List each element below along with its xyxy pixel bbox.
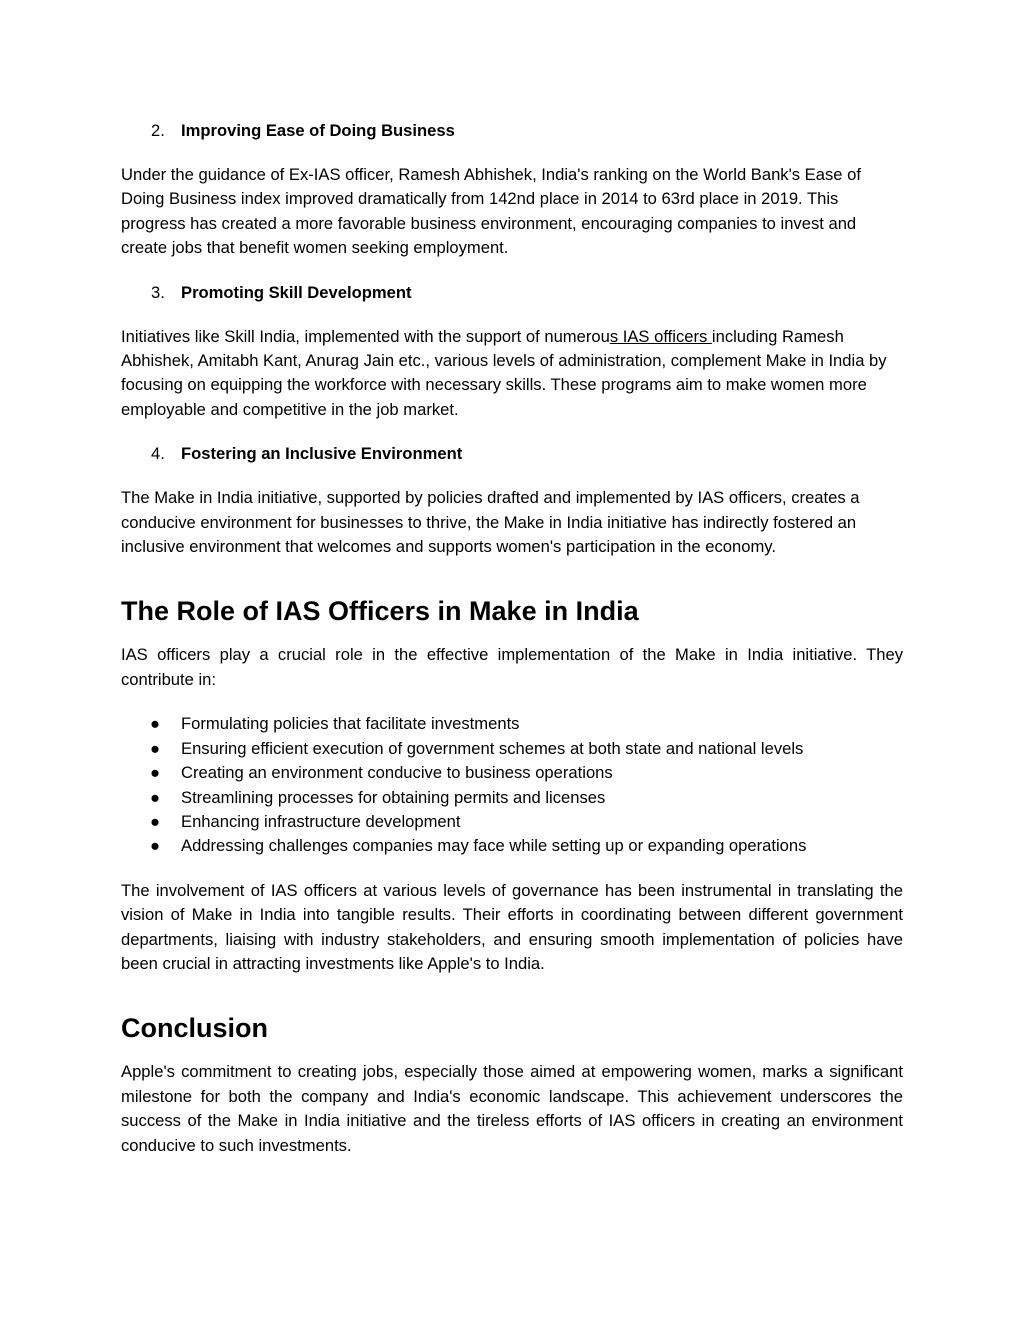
heading-conclusion: Conclusion (121, 1013, 268, 1044)
paragraph-text: Initiatives like Skill India, implemented with the support of numerou (121, 326, 610, 346)
paragraph-text: including Ramesh Abhishek, Amitabh Kant, Anurag Jain etc., various levels of administration, complement Make in India by focusing on equipping the workforce with necessary skills. These programs aim to make women more employable and competitive in the job market. (121, 326, 887, 419)
document-page (121, 119, 903, 1158)
list-item: ● Addressing challenges companies may face while setting up or expanding operations (121, 834, 903, 858)
numbered-item-2 (121, 119, 903, 143)
item-number: 2. (151, 121, 165, 140)
paragraph-skill-development (121, 325, 903, 423)
paragraph-role-intro: IAS officers play a crucial role in the effective implementation of the Make in India initiative. They contribute in: (121, 645, 903, 689)
bullet-icon: ● (150, 714, 161, 734)
bullet-icon: ● (150, 738, 161, 758)
list-item: ● Formulating policies that facilitate investments (121, 712, 903, 736)
item-title: Fostering an Inclusive Environment (181, 444, 463, 464)
list-item: ● Creating an environment conducive to business operations (121, 761, 903, 785)
numbered-item-3 (121, 281, 903, 305)
ias-officers-link[interactable]: s IAS officers (609, 326, 712, 346)
bullet-icon: ● (150, 811, 161, 831)
paragraph-ease-of-business: Under the guidance of Ex-IAS officer, Ramesh Abhishek, India's ranking on the World Bank's Ease of Doing Business index improved dramatically from 142nd place in 2014 to 63rd place in 2019. This progress has created a more favorable business environment, encouraging companies to invest and create jobs that benefit women seeking employment. (121, 165, 861, 258)
paragraph-conclusion: Apple's commitment to creating jobs, especially those aimed at empowering women, marks a significant milestone for both the company and India's economic landscape. This achievement underscores the success of the Make in India initiative and the tireless efforts of IAS officers in creating an environment conducive to such investments. (121, 1062, 903, 1155)
paragraph-involvement: The involvement of IAS officers at various levels of governance has been instrumental in translating the vision of Make in India into tangible results. Their efforts in coordinating between different government departments, liaising with industry stakeholders, and ensuring smooth implementation of policies have been crucial in attracting investments like Apple's to India. (121, 880, 903, 973)
item-title: Improving Ease of Doing Business (181, 121, 455, 140)
bullet-icon: ● (150, 787, 161, 807)
item-number: 3. (151, 282, 165, 302)
list-item: ● Streamlining processes for obtaining permits and licenses (121, 786, 903, 810)
numbered-item-4 (121, 442, 903, 466)
heading-role-of-ias: The Role of IAS Officers in Make in India (121, 596, 639, 627)
item-number: 4. (151, 444, 165, 464)
bullet-list (121, 712, 903, 858)
paragraph-inclusive-environment: The Make in India initiative, supported by policies drafted and implemented by IAS officers, creates a conducive environment for businesses to thrive, the Make in India initiative has indirectly fostered an inclusive environment that welcomes and supports women's participation in the economy. (121, 488, 860, 557)
bullet-icon: ● (150, 763, 161, 783)
bullet-icon: ● (150, 836, 161, 856)
item-title: Promoting Skill Development (181, 282, 412, 302)
list-item: ● Enhancing infrastructure development (121, 810, 903, 834)
list-item: ● Ensuring efficient execution of government schemes at both state and national levels (121, 737, 903, 761)
